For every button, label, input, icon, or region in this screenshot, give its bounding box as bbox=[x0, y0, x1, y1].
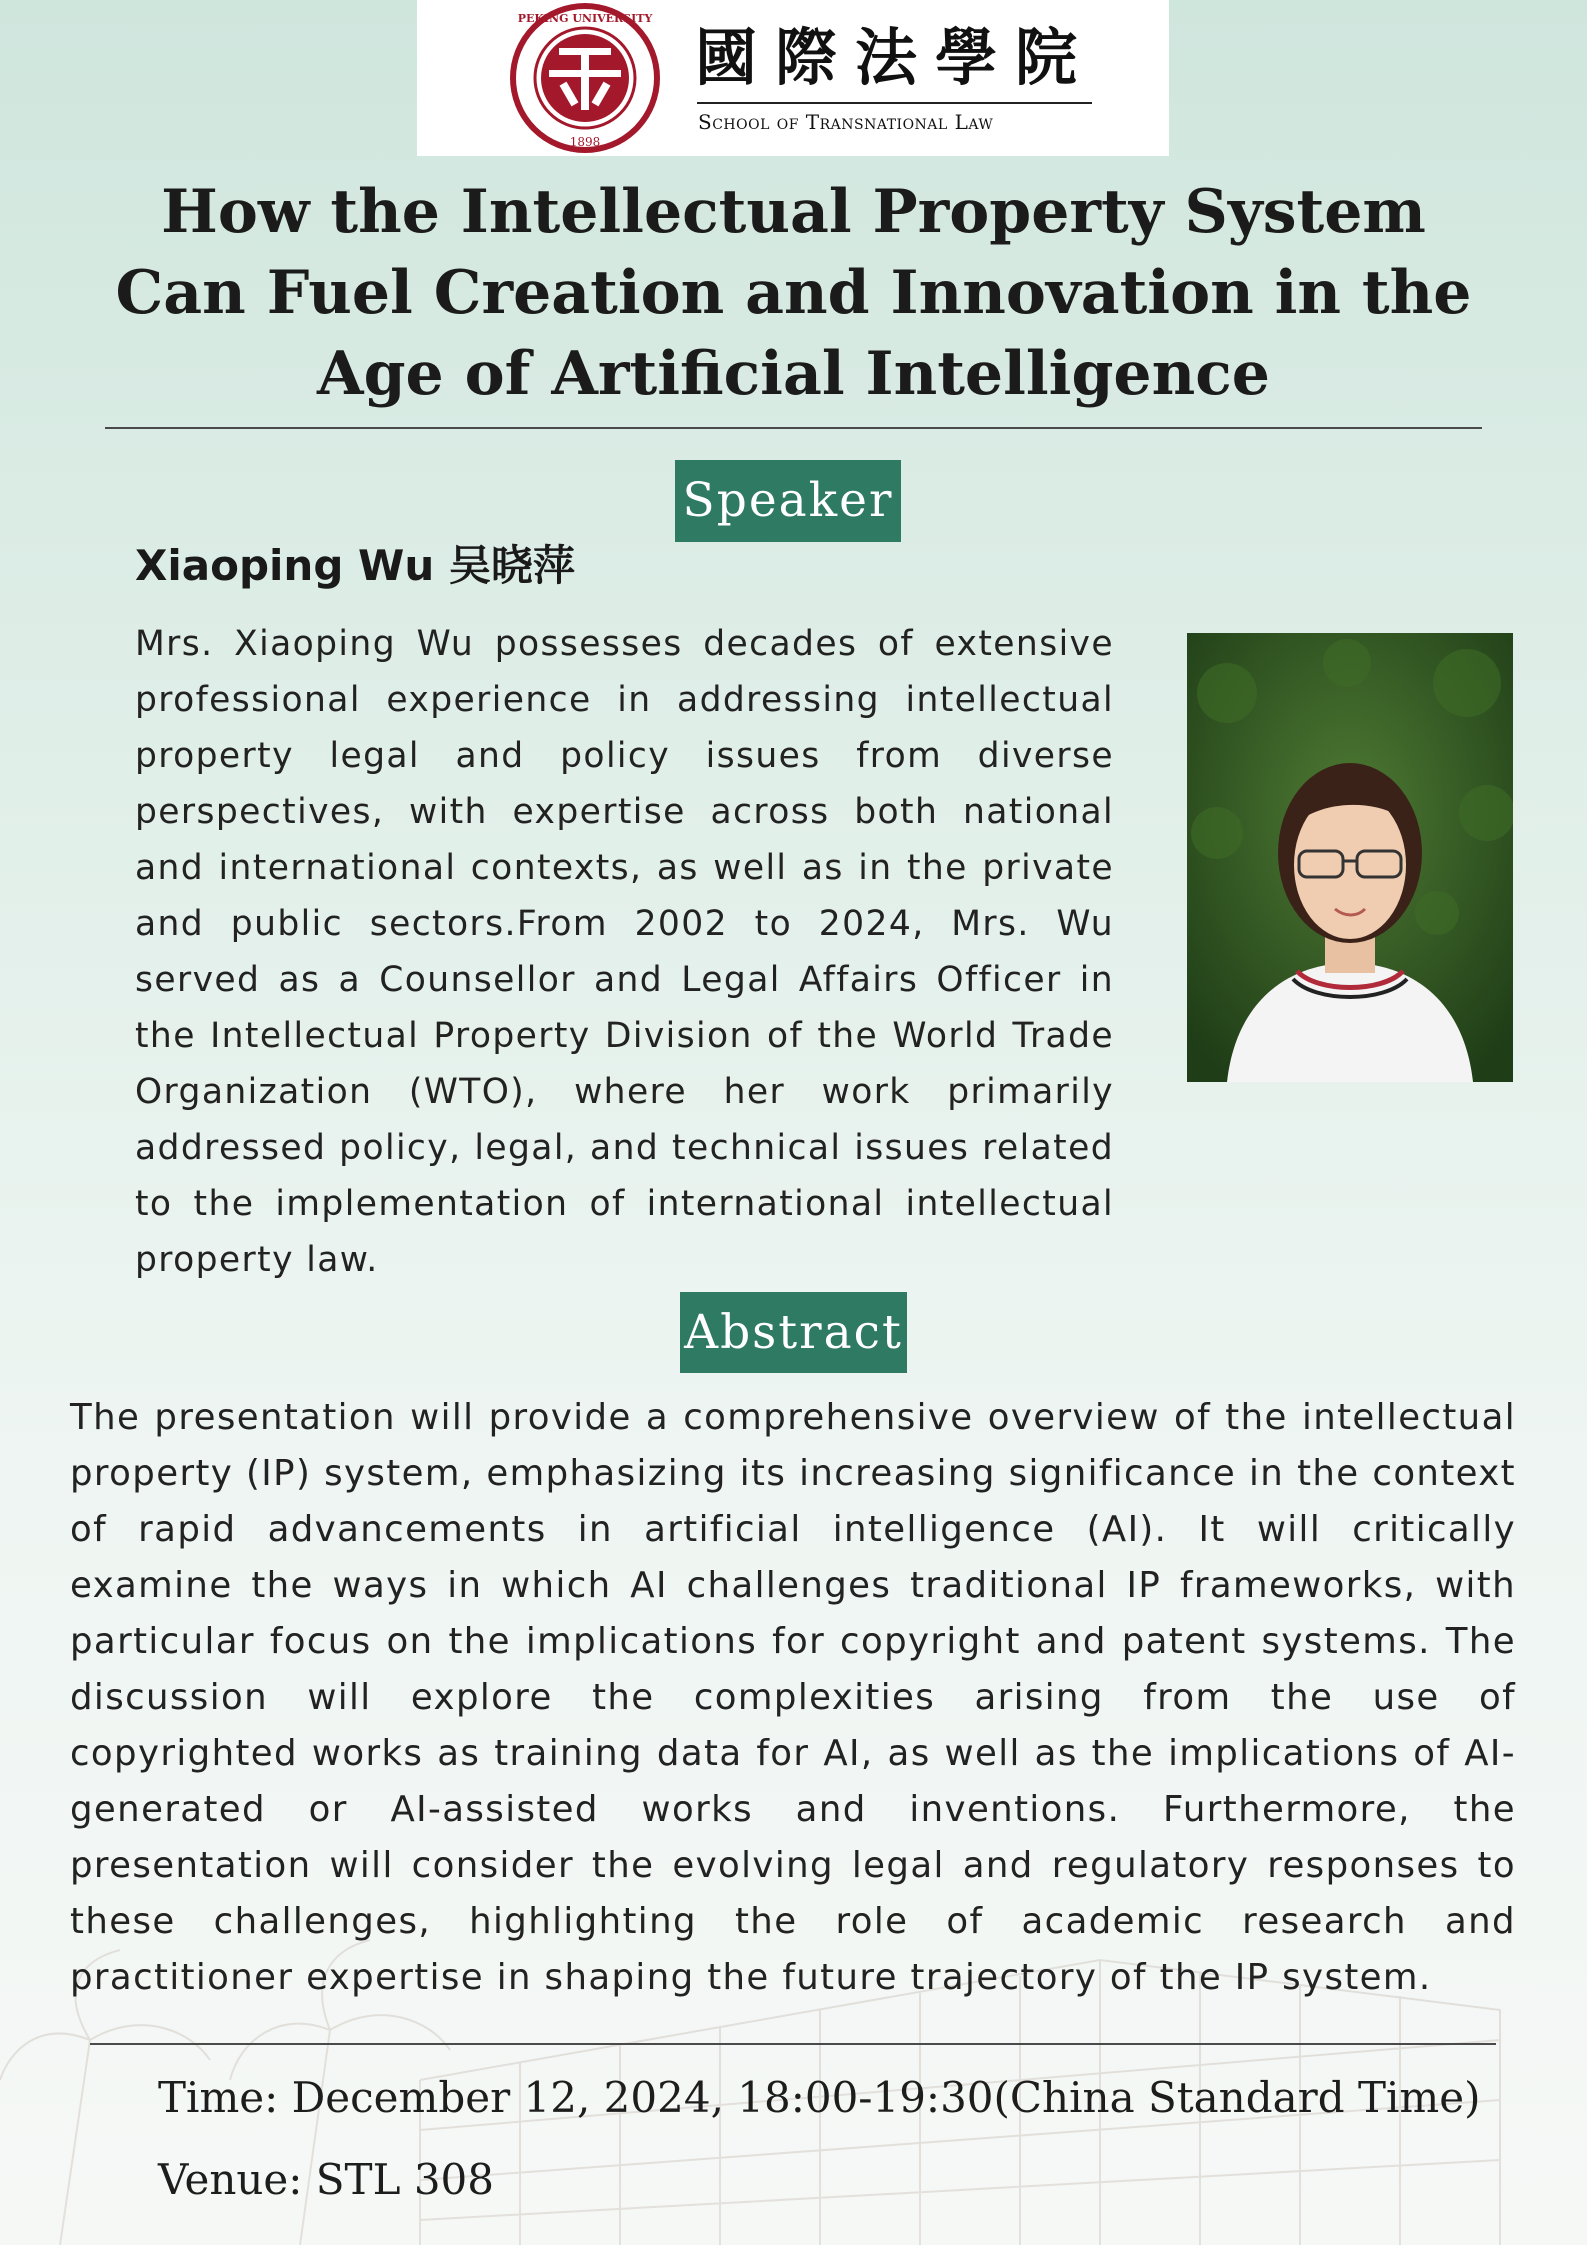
abstract-section-label: Abstract bbox=[680, 1292, 907, 1373]
svg-text:PEKING UNIVERSITY: PEKING UNIVERSITY bbox=[517, 12, 653, 25]
event-title: How the Intellectual Property System Can Fuel Creation and Innovation in the Age of Artificial Intelligence bbox=[115, 177, 1472, 409]
abstract-text: The presentation will provide a comprehensive overview of the intellectual property (IP) system, emphasizing its increasing significance in the context of rapid advancements in artificial intelligence (AI). It will critically examine the ways in which AI challenges traditional IP frameworks, with particular focus on the implications for copyright and patent systems. The discussion will explore the complexities arising from the use of copyrighted works as training data for AI, as well as the implications of AI-generated or AI-assisted works and inventions. Furthermore, the presentation will consider the evolving legal and regulatory responses to these challenges, highlighting the role of academic research and practitioner expertise in shaping the future trajectory of the IP system. bbox=[70, 1397, 1516, 1998]
speaker-photo bbox=[1187, 633, 1513, 1082]
speaker-bio: Mrs. Xiaoping Wu possesses decades of extensive professional experience in addressing intellectual property legal and policy issues from diverse perspectives, with expertise across both national and international contexts, as well as in the private and public sectors.From 2002 to 2024, Mrs. Wu served as a Counsellor and Legal Affairs Officer in the Intellectual Property Division of the World Trade Organization (WTO), where her work primarily addressed policy, legal, and technical issues related to the implementation of international intellectual property law. bbox=[135, 624, 1114, 1280]
svg-text:1898: 1898 bbox=[569, 135, 601, 149]
event-time: Time: December 12, 2024, 18:00-19:30(China Standard Time) bbox=[158, 2073, 1481, 2122]
speaker-name: Xiaoping Wu 吴晓萍 bbox=[135, 541, 575, 590]
school-name-chinese: 國際法學院 bbox=[695, 21, 1096, 94]
peking-university-seal-icon bbox=[509, 0, 661, 156]
event-venue: Venue: STL 308 bbox=[158, 2155, 494, 2204]
title-divider bbox=[105, 427, 1482, 429]
footer-divider bbox=[90, 2043, 1496, 2045]
header-logo bbox=[417, 0, 1169, 156]
logo-divider bbox=[697, 102, 1092, 104]
school-name-english: School of Transnational Law bbox=[698, 110, 994, 134]
speaker-section-label: Speaker bbox=[675, 460, 901, 542]
